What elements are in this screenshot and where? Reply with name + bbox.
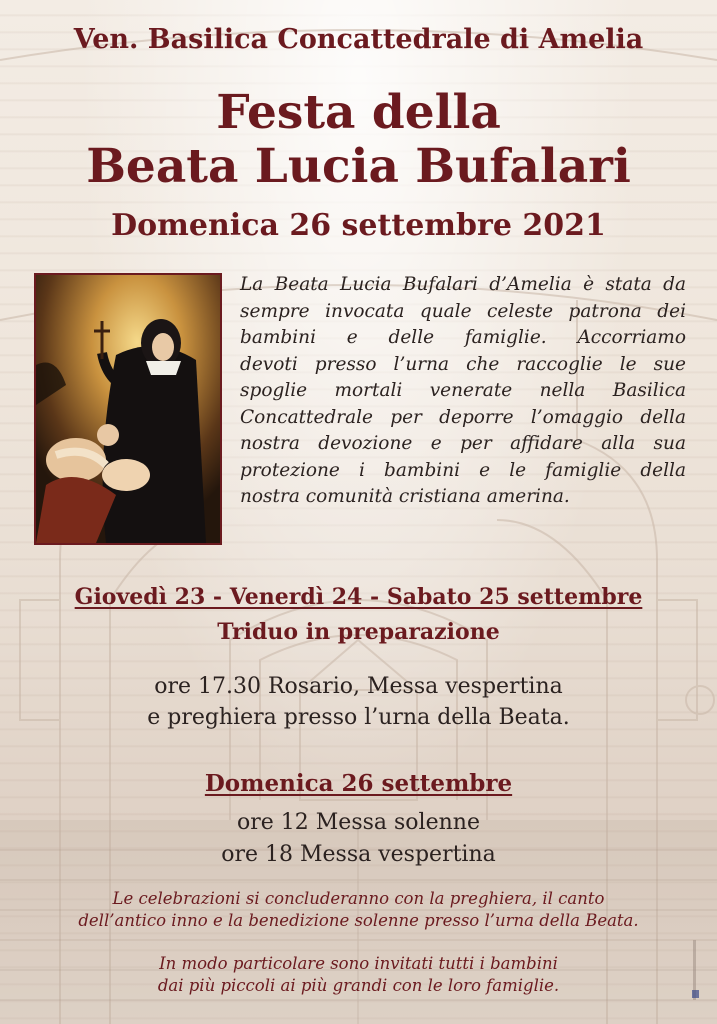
triduo-days-heading [0, 584, 717, 610]
basilica-name: Ven. Basilica Concattedrale di Amelia [73, 24, 644, 55]
painting-illustration [36, 275, 220, 543]
closing-p1-line-1: Le celebrazioni si concluderanno con la preghiera, il canto [112, 889, 605, 908]
beata-lucia-painting [34, 273, 222, 545]
closing-p2-line-1: In modo particolare sono invitati tutti i bambini [159, 954, 558, 973]
triduo-schedule-line-2: e preghiera presso l’urna della Beata. [147, 705, 570, 730]
sunday-mass-1: ore 12 Messa solenne [237, 810, 480, 835]
intro-line: sempre invocata quale celeste patrona dei [240, 300, 686, 322]
triduo-schedule-line-1: ore 17.30 Rosario, Messa vespertina [154, 674, 563, 699]
intro-line: devoti presso l’urna che raccoglie le sue [240, 353, 686, 375]
sunday-heading-text: Domenica 26 settembre [204, 770, 513, 797]
closing-paragraph-1 [0, 888, 717, 932]
intro-line: nostra devozione e per affidare alla sua [240, 433, 686, 454]
closing-paragraph-2 [0, 953, 717, 997]
closing-p2-line-2: dai più piccoli ai più grandi con le loro famiglie. [157, 976, 560, 995]
intro-line: Concattedrale per deporre l’omaggio della [240, 406, 686, 428]
intro-line: spoglie mortali venerate nella Basilica [240, 380, 686, 401]
intro-line: nostra comunità cristiana amerina. [240, 486, 570, 507]
intro-line: La Beata Lucia Bufalari d’Amelia è stata da [240, 274, 686, 295]
closing-p1-line-2: dell’antico inno e la benedizione solenne presso l’urna della Beata. [78, 911, 639, 930]
sunday-mass-2: ore 18 Messa vespertina [221, 842, 496, 867]
intro-paragraph [240, 272, 686, 511]
triduo-title: Triduo in preparazione [217, 619, 500, 645]
triduo-days-text: Giovedì 23 - Venerdì 24 - Sabato 25 settembre [74, 584, 643, 610]
intro-line: bambini e delle famiglie. Accorriamo [240, 327, 686, 348]
title-line-2: Beata Lucia Bufalari [86, 139, 631, 194]
feast-date: Domenica 26 settembre 2021 [111, 208, 606, 243]
intro-line: protezione i bambini e le famiglie della [240, 459, 686, 481]
title-line-1: Festa della [216, 85, 501, 140]
printer-stamp-mark [692, 940, 700, 1000]
sunday-heading [0, 770, 717, 797]
